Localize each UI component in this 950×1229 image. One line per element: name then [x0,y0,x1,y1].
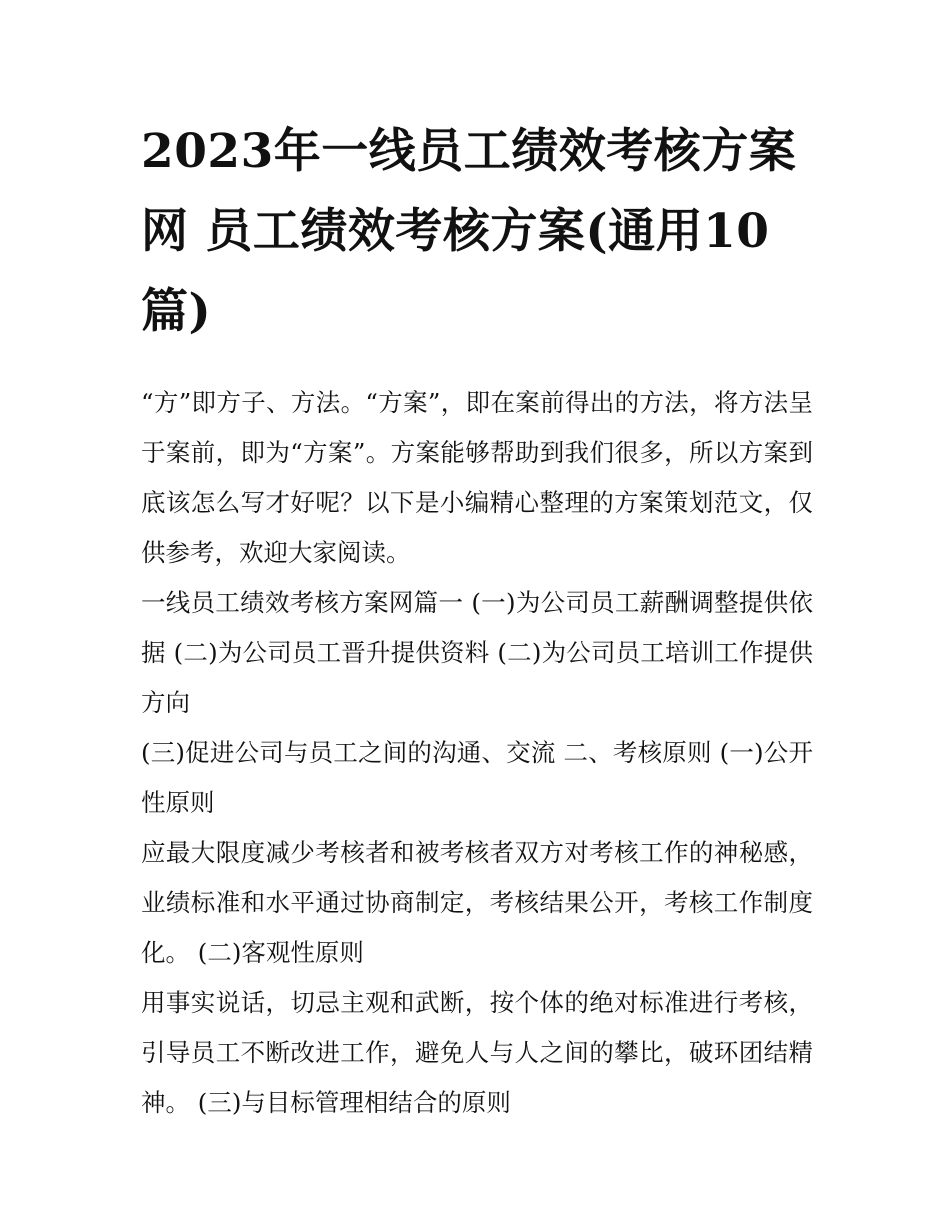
document-title: 2023年一线员工绩效考核方案网 员工绩效考核方案(通用10篇) [141,124,797,339]
paragraph-purpose: 一线员工绩效考核方案网篇一 (一)为公司员工薪酬调整提供依据 (二)为公司员工晋升提供资料 (二)为公司员工培训工作提供方向 [141,588,813,717]
paragraph-openness: 应最大限度减少考核者和被考核者双方对考核工作的神秘感，业绩标准和水平通过协商制定，考核结果公开，考核工作制度化。 (二)客观性原则 [141,838,813,967]
paragraph-principles: (三)促进公司与员工之间的沟通、交流 二、考核原则 (一)公开性原则 [141,738,813,817]
document-body [141,378,813,1128]
document-page [141,112,813,1128]
paragraph-intro: “方”即方子、方法。“方案”，即在案前得出的方法，将方法呈于案前，即为“方案”。方案能够帮助到我们很多，所以方案到底该怎么写才好呢？以下是小编精心整理的方案策划范文，仅供参考，欢迎大家阅读。 [141,388,813,567]
paragraph-objectivity: 用事实说话，切忌主观和武断，按个体的绝对标准进行考核，引导员工不断改进工作，避免人与人之间的攀比，破环团结精神。 (三)与目标管理相结合的原则 [141,988,813,1117]
